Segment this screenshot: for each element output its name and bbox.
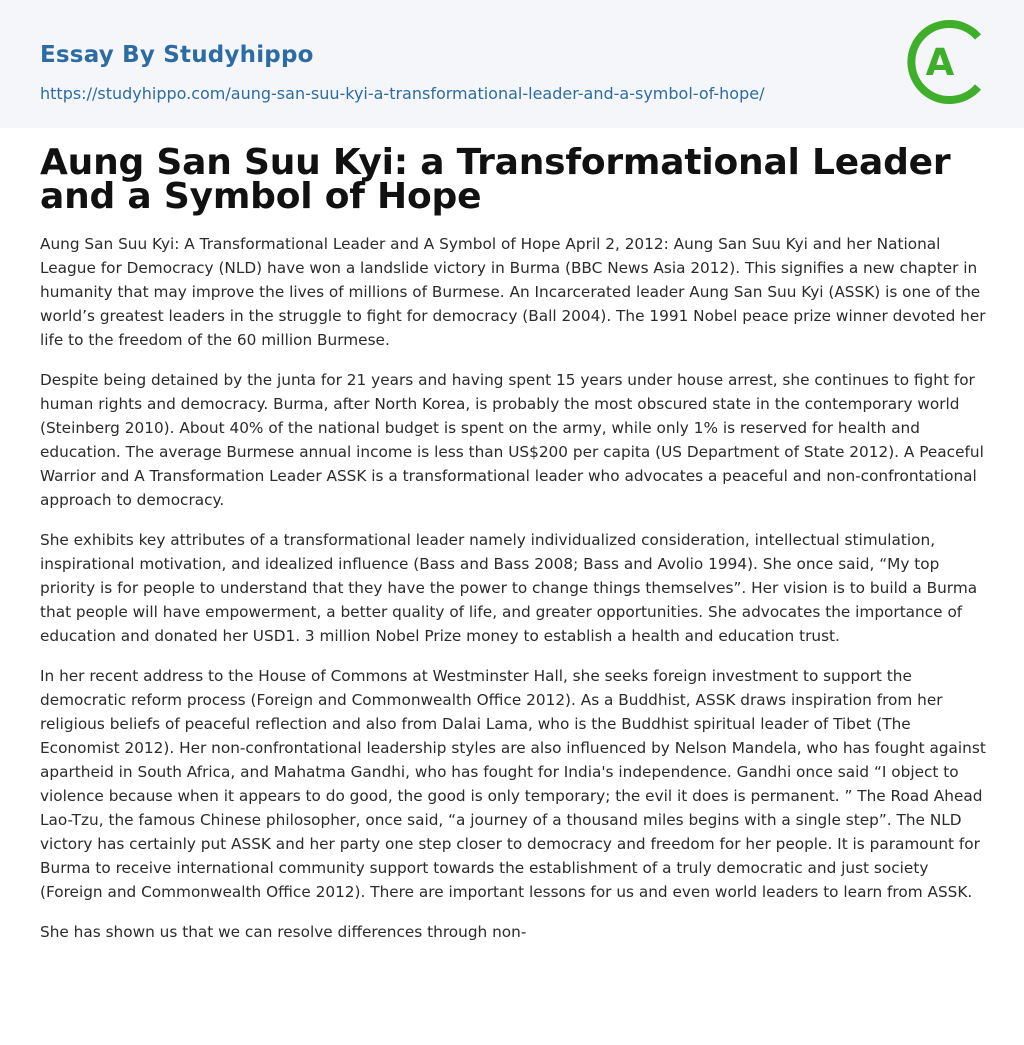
essay-paragraph-4: In her recent address to the House of Commons at Westminster Hall, she seeks foreign investment to support the democratic reform process (Foreign and Commonwealth Office 2012). As a Buddhist, ASSK draws inspiration from her religious beliefs of peaceful reflection and also from Dalai Lama, who is the Buddhist spiritual leader of Tibet (The Economist 2012). Her non-confrontational leadership styles are also influenced by Nelson Mandela, who has fought against apartheid in South Africa, and Mahatma Gandhi, who has fought for India's independence. Gandhi once said “I object to violence because when it appears to do good, the good is only temporary; the evil it does is permanent. ” The Road Ahead Lao-Tzu, the famous Chinese philosopher, once said, “a journey of a thousand miles begins with a single step”. The NLD victory has certainly put ASSK and her party one step closer to democracy and freedom for her people. It is paramount for Burma to receive international community support towards the establishment of a truly democratic and just society (Foreign and Commonwealth Office 2012). There are important lessons for us and even world leaders to learn from ASSK. bbox=[40, 667, 986, 901]
logo-letter: A bbox=[925, 41, 955, 84]
essay-paragraph-1: Aung San Suu Kyi: A Transformational Leader and A Symbol of Hope April 2, 2012: Aung San Suu Kyi and her National League for Democracy (NLD) have won a landslide victory in Burma (BBC News Asia 2012). This signifies a new chapter in humanity that may improve the lives of millions of Burmese. An Incarcerated leader Aung San Suu Kyi (ASSK) is one of the world’s greatest leaders in the struggle to fight for democracy (Ball 2004). The 1991 Nobel peace prize winner devoted her life to the freedom of the 60 million Burmese. bbox=[40, 235, 986, 349]
essay-source-link[interactable]: https://studyhippo.com/aung-san-suu-kyi-a-transformational-leader-and-a-symbol-of-hope/ bbox=[40, 84, 765, 103]
essay-paragraph-5: She has shown us that we can resolve differences through non- bbox=[40, 923, 527, 941]
site-brand[interactable]: Essay By Studyhippo bbox=[40, 42, 314, 68]
essay-content bbox=[40, 142, 986, 960]
site-header bbox=[0, 0, 1024, 128]
essay-title: Aung San Suu Kyi: a Transformational Leader and a Symbol of Hope bbox=[40, 142, 951, 217]
studyhippo-logo-icon[interactable] bbox=[902, 18, 988, 106]
essay-paragraph-3: She exhibits key attributes of a transformational leader namely individualized consideration, intellectual stimulation, inspirational motivation, and idealized influence (Bass and Bass 2008; Bass and Avolio 1994). She once said, “My top priority is for people to understand that they have the power to change things themselves”. Her vision is to build a Burma that people will have empowerment, a better quality of life, and greater opportunities. She advocates the importance of education and donated her USD1. 3 million Nobel Prize money to establish a health and education trust. bbox=[40, 531, 978, 645]
essay-paragraph-2: Despite being detained by the junta for 21 years and having spent 15 years under house arrest, she continues to fight for human rights and democracy. Burma, after North Korea, is probably the most obscured state in the contemporary world (Steinberg 2010). About 40% of the national budget is spent on the army, while only 1% is reserved for health and education. The average Burmese annual income is less than US$200 per capita (US Department of State 2012). A Peaceful Warrior and A Transformation Leader ASSK is a transformational leader who advocates a peaceful and non-confrontational approach to democracy. bbox=[40, 371, 984, 509]
